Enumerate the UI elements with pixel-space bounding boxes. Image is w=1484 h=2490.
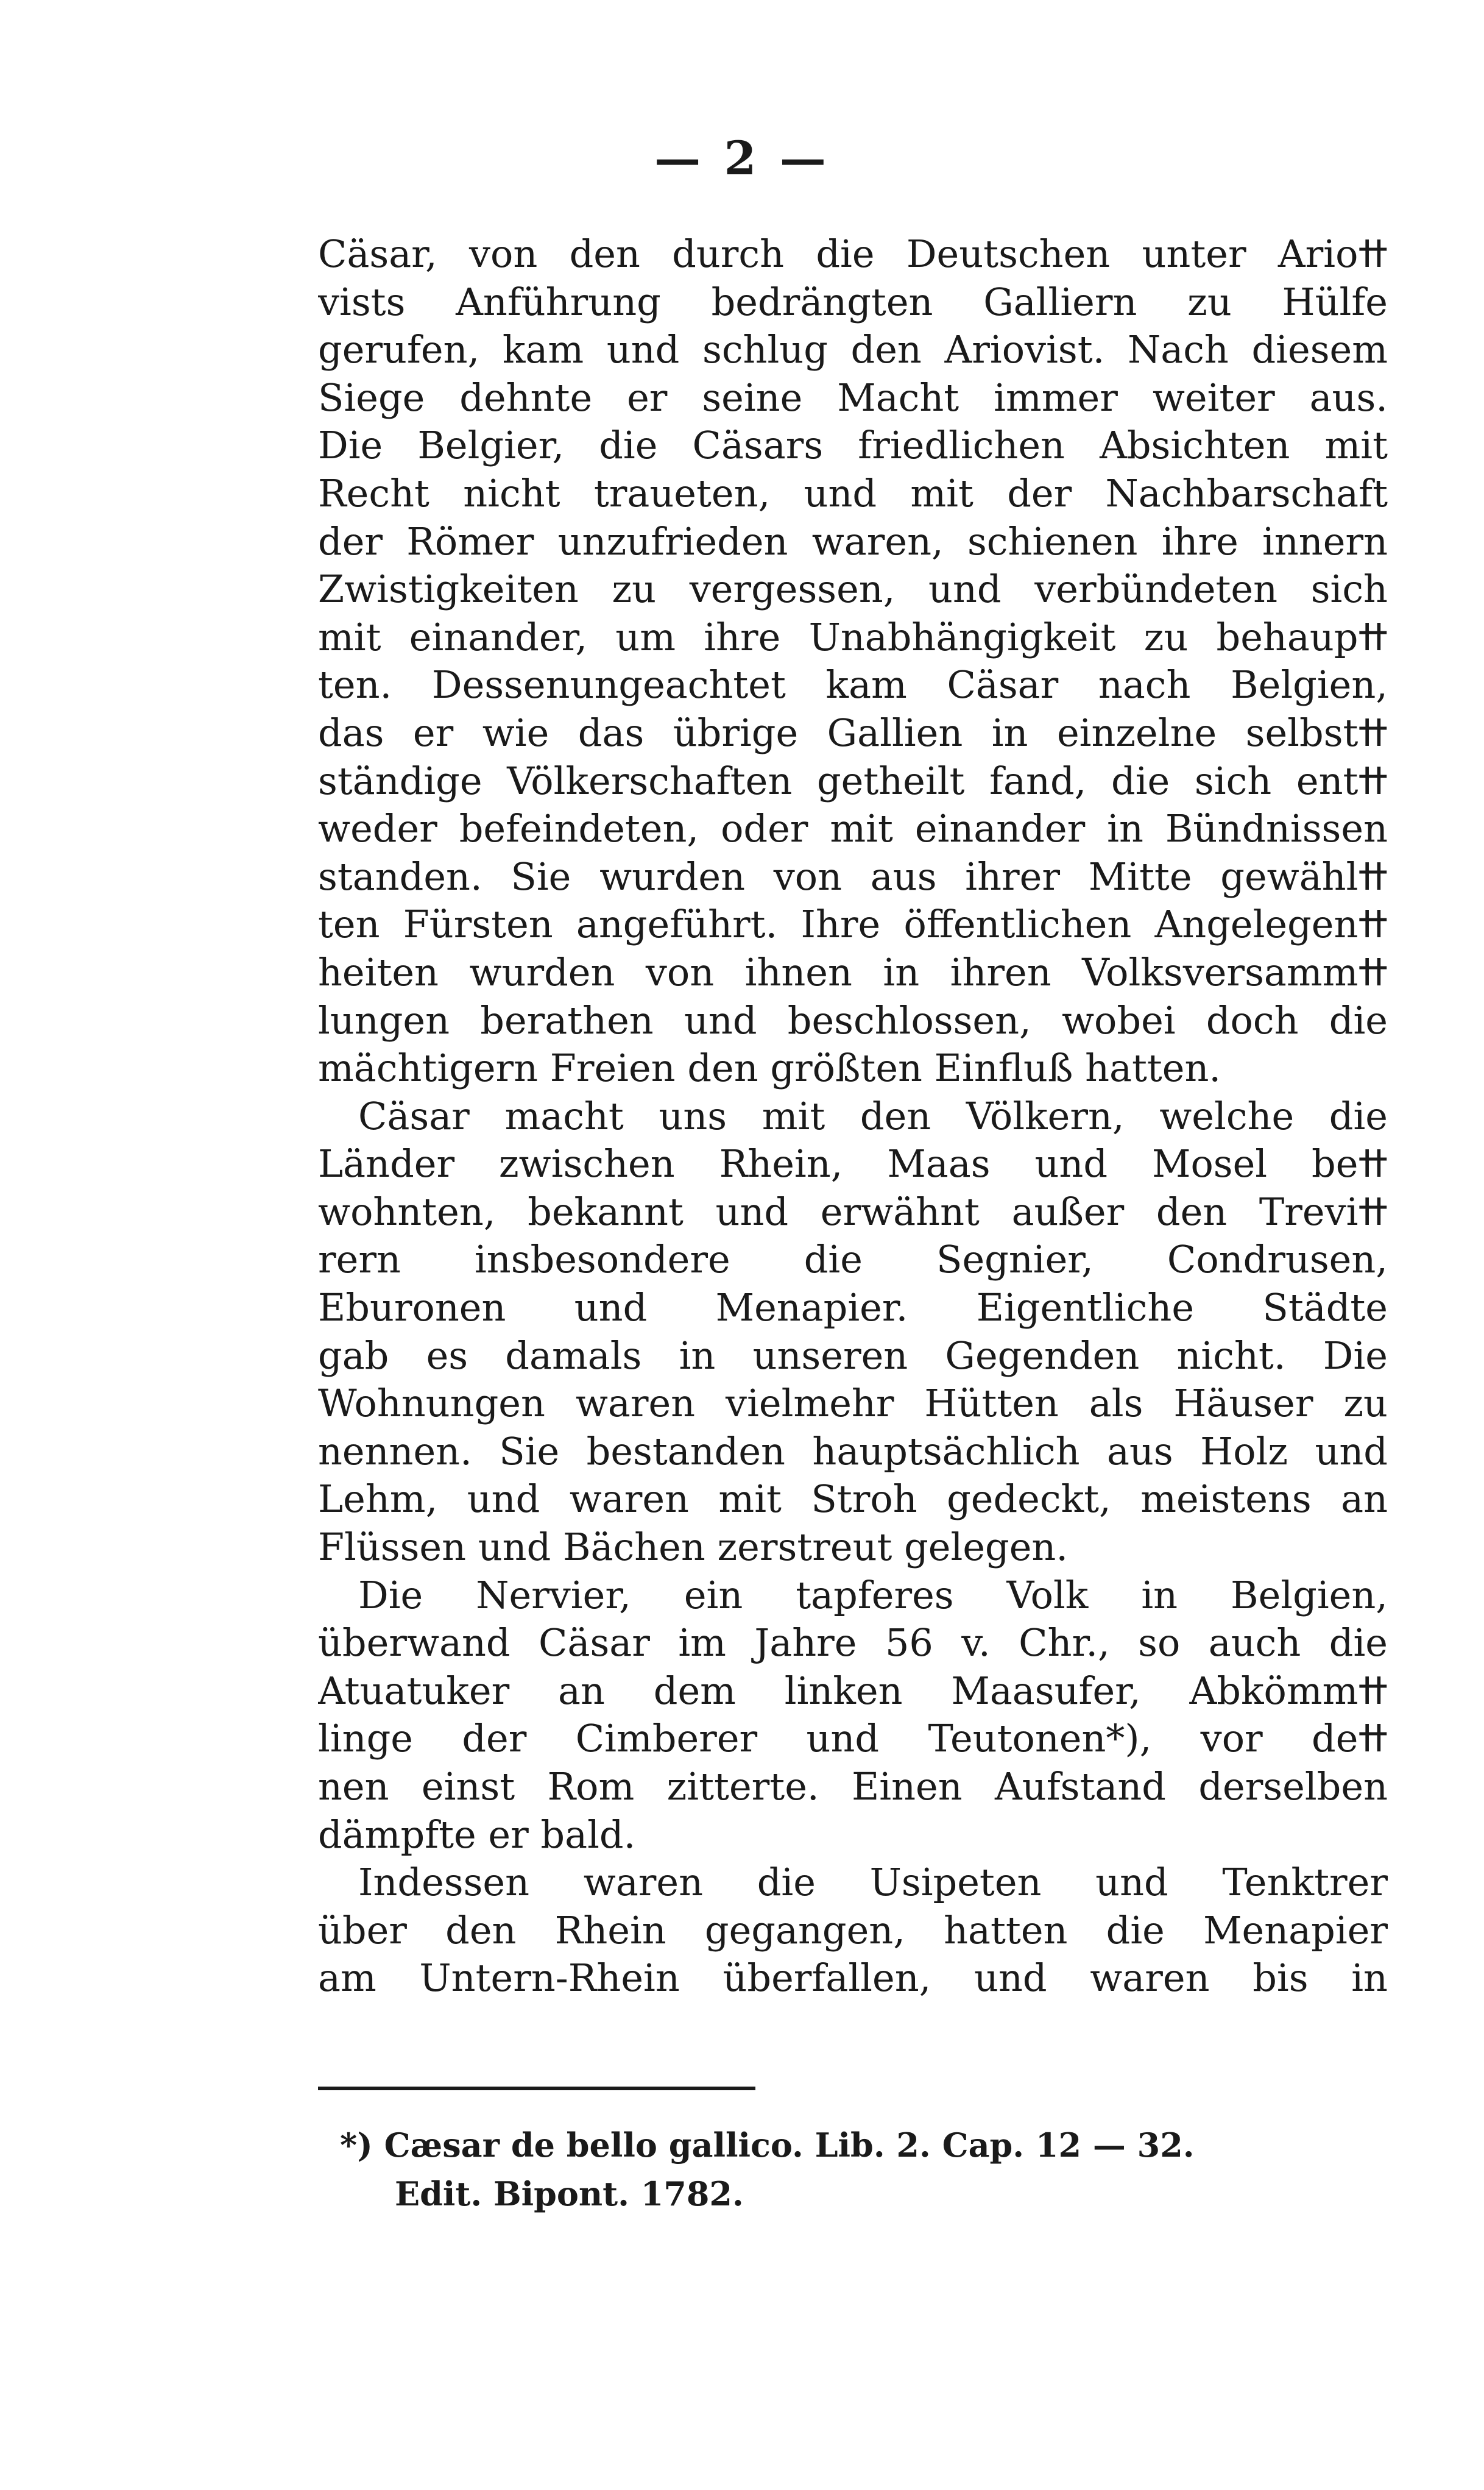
text-line: überwand Cäsar im Jahre 56 v. Chr., so auch die [318,1620,1388,1665]
text-line: mit einander, um ihre Unabhängigkeit zu behaupߚ [318,614,1388,659]
footnote-line: Edit. Bipont. 1782. [395,2174,744,2213]
text-line: vists Anführung bedrängten Galliern zu Hülfe [318,279,1388,324]
text-line: Zwistigkeiten zu vergessen, und verbündeten sich [318,567,1388,612]
text-line: ständige Völkerschaften getheilt fand, die sich entߚ [318,758,1388,803]
footnote [340,2121,1388,2218]
text-line: standen. Sie wurden von aus ihrer Mitte gewählߚ [318,854,1388,899]
text-line: über den Rhein gegangen, hatten die Menapier [318,1907,1388,1953]
text-line: Wohnungen waren vielmehr Hütten als Häuser zu [318,1381,1388,1426]
text-line: am Untern-Rhein überfallen, und waren bis in [318,1956,1388,2001]
text-line: Länder zwischen Rhein, Maas und Mosel beߚ [318,1141,1388,1186]
text-line: linge der Cimberer und Teutonen*), vor deߚ [318,1716,1388,1761]
text-line: Lehm, und waren mit Stroh gedeckt, meistens an [318,1477,1388,1522]
text-line: Die Belgier, die Cäsars friedlichen Absichten mit [318,423,1388,468]
footnote-divider [318,2087,755,2090]
text-line: Indessen waren die Usipeten und Tenktrer [358,1860,1388,1905]
text-line: Die Nervier, ein tapferes Volk in Belgien, [358,1572,1388,1617]
text-line: Eburonen und Menapier. Eigentliche Städte [318,1285,1388,1330]
text-line: wohnten, bekannt und erwähnt außer den Treviߚ [318,1189,1388,1234]
page-number: — 2 — [654,131,830,185]
text-line: der Römer unzufrieden waren, schienen ihre innern [318,519,1388,564]
text-line: dämpfte er bald. [318,1812,636,1857]
text-line: Flüssen und Bächen zerstreut gelegen. [318,1525,1069,1570]
text-line: ten Fürsten angeführt. Ihre öffentlichen Angelegenߚ [318,902,1388,947]
text-line: lungen berathen und beschlossen, wobei doch die [318,998,1388,1043]
text-line: Recht nicht traueten, und mit der Nachbarschaft [318,470,1388,516]
text-line: das er wie das übrige Gallien in einzelne selbstߚ [318,710,1388,755]
text-line: heiten wurden von ihnen in ihren Volksversammߚ [318,949,1388,995]
text-line: gab es damals in unseren Gegenden nicht. Die [318,1333,1388,1378]
text-line: mächtigern Freien den größten Einfluß hatten. [318,1046,1221,1091]
text-line: ten. Dessenungeachtet kam Cäsar nach Belgien, [318,662,1388,708]
footnote-line: *) Cæsar de bello gallico. Lib. 2. Cap. 12 — 32. [340,2126,1195,2165]
text-line: nennen. Sie bestanden hauptsächlich aus Holz und [318,1428,1388,1474]
text-line: gerufen, kam und schlug den Ariovist. Nach diesem [318,327,1388,372]
text-line: Siege dehnte er seine Macht immer weiter aus. [318,375,1388,420]
text-line: Atuatuker an dem linken Maasufer, Abkömmߚ [318,1668,1388,1713]
text-line: Cäsar macht uns mit den Völkern, welche die [358,1093,1388,1138]
text-line: rern insbesondere die Segnier, Condrusen, [318,1237,1388,1282]
body-text [318,230,1388,2002]
text-line: nen einst Rom zitterte. Einen Aufstand derselben [318,1764,1388,1809]
text-line: weder befeindeten, oder mit einander in Bündnissen [318,806,1388,851]
text-line: Cäsar, von den durch die Deutschen unter Arioߚ [318,232,1388,276]
